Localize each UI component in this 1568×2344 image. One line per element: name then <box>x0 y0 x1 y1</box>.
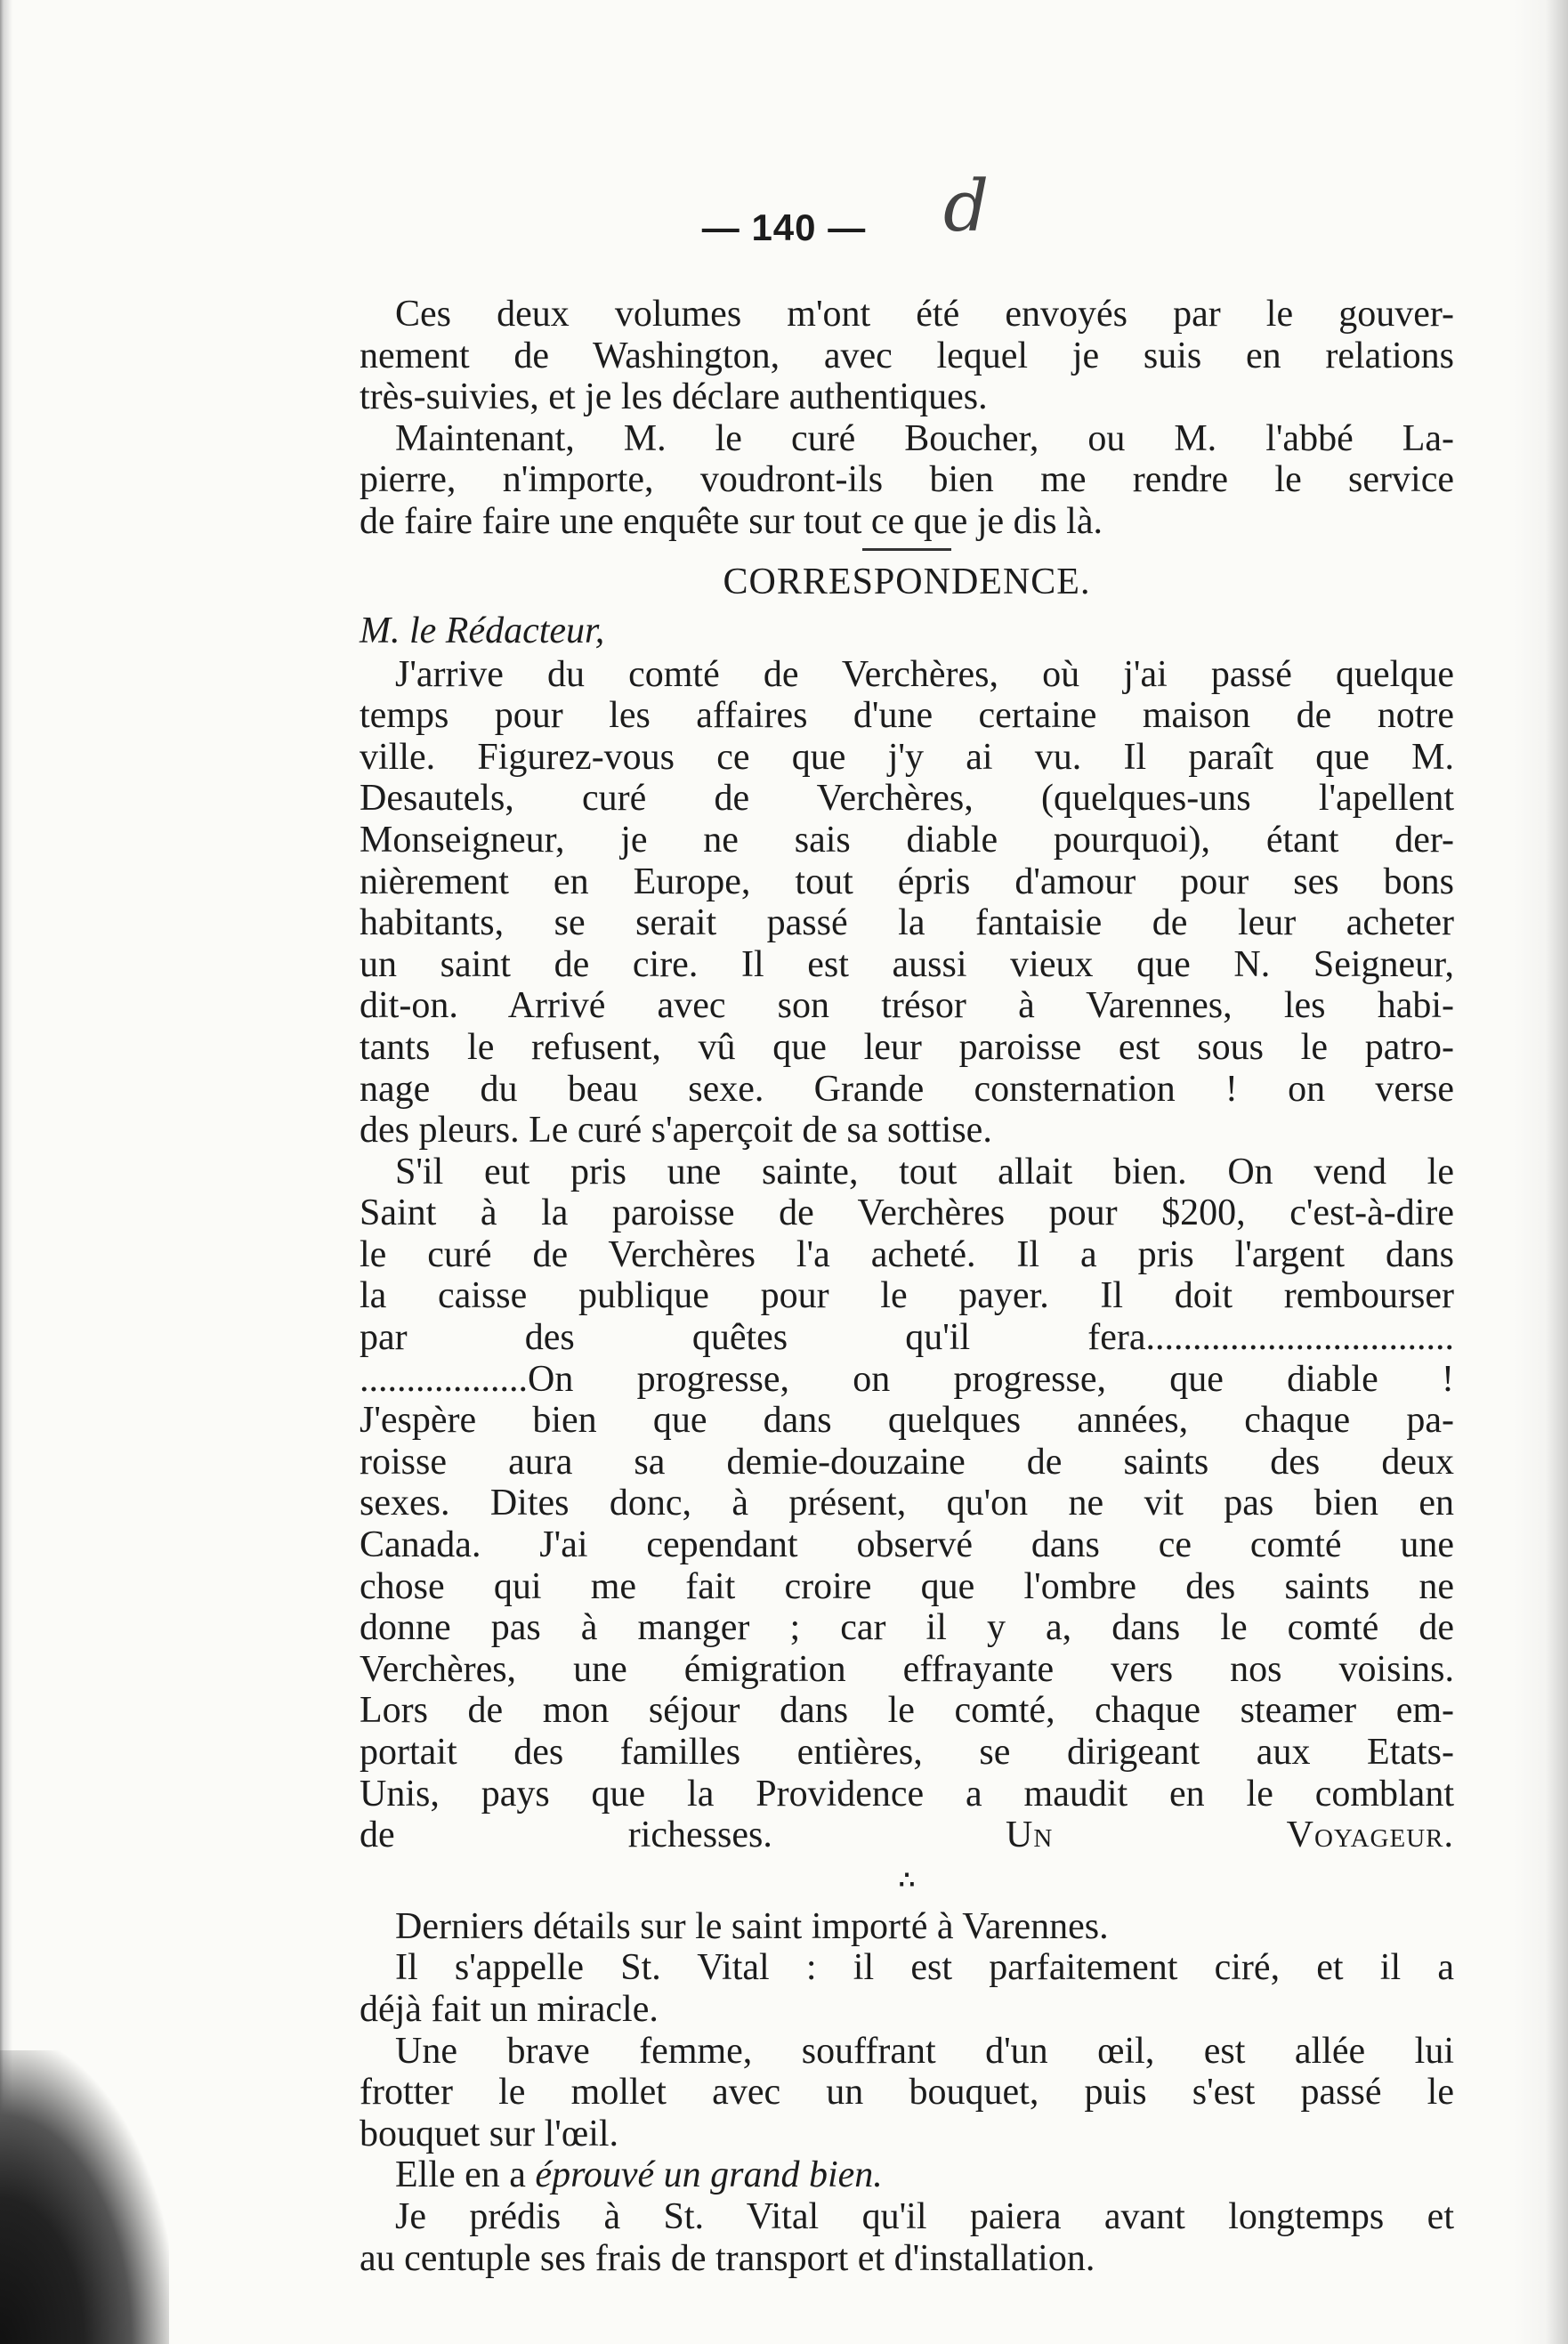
text-line: au centuple ses frais de transport et d'installation. <box>360 2237 1095 2279</box>
text-line: bouquet sur l'œil. <box>360 2113 619 2154</box>
text-line: nièrement en Europe, tout épris d'amour pour ses bons <box>360 861 1454 902</box>
text-line: la caisse publique pour le payer. Il doit rembourser <box>360 1275 1454 1317</box>
request-paragraph <box>360 418 1454 543</box>
page-left-edge <box>0 0 12 2344</box>
text-line: Verchères, une émigration effrayante vers nos voisins. <box>360 1648 1454 1690</box>
text-line: habitants, se serait passé la fantaisie de leur acheter <box>360 902 1454 944</box>
text-line: J'arrive du comté de Verchères, où j'ai passé quelque <box>395 653 1454 695</box>
text-line: S'il eut pris une sainte, tout allait bien. On vend le <box>395 1151 1454 1192</box>
text-line: Unis, pays que la Providence a maudit en le comblant <box>360 1773 1454 1815</box>
corner-shadow <box>0 2050 169 2344</box>
text-line: Ces deux volumes m'ont été envoyés par le gouver- <box>395 294 1454 335</box>
text-line: roisse aura sa demie-douzaine de saints des deux <box>360 1441 1454 1483</box>
text-line: portait des familles entières, se dirigeant aux Etats- <box>360 1732 1454 1773</box>
news-effect-italic: éprouvé un grand bien. <box>535 2154 883 2196</box>
text-line: Je prédis à St. Vital qu'il paiera avant longtemps et <box>395 2195 1454 2237</box>
text-line: ville. Figurez-vous ce que j'y ai vu. Il paraît que M. <box>360 736 1454 778</box>
text-line: de faire faire une enquête sur tout ce que je dis là. <box>360 500 1103 542</box>
text-line: Lors de mon séjour dans le comté, chaque steamer em- <box>360 1690 1454 1732</box>
news-section <box>360 1906 1454 2279</box>
text-line: J'espère bien que dans quelques années, chaque pa- <box>360 1400 1454 1442</box>
text-line: Saint à la paroisse de Verchères pour $200, c'est-à-dire <box>360 1192 1454 1234</box>
text-line: chose qui me fait croire que l'ombre des saints ne <box>360 1565 1454 1607</box>
salutation: M. le Rédacteur, <box>360 610 605 651</box>
text-line <box>360 2154 1454 2196</box>
text-line: sexes. Dites donc, à présent, qu'on ne vit pas bien en <box>360 1483 1454 1524</box>
text-line: ..................On progresse, on progresse, que diable ! <box>360 1358 1454 1400</box>
letter-paragraph-2 <box>360 1152 1454 1856</box>
text-line: temps pour les affaires d'une certaine maison de notre <box>360 695 1454 737</box>
text-line: tants le refusent, vû que leur paroisse est sous le patro- <box>360 1026 1454 1068</box>
text-line: Monseigneur, je ne sais diable pourquoi), étant der- <box>360 819 1454 861</box>
signature: Un Voyageur. <box>1005 1815 1454 1856</box>
text-line: des pleurs. Le curé s'aperçoit de sa sottise. <box>360 1110 992 1152</box>
text-line: déjà fait un miracle. <box>360 1988 659 2030</box>
news-effect-start: Elle en a <box>395 2154 536 2196</box>
page-body <box>360 294 1454 2279</box>
text-line: Canada. J'ai cependant observé dans ce comté une <box>360 1524 1454 1566</box>
text-line: par des quêtes qu'il fera................................. <box>360 1317 1454 1359</box>
text-line: Desautels, curé de Verchères, (quelques-uns l'apellent <box>360 778 1454 820</box>
text-line: Maintenant, M. le curé Boucher, ou M. l'abbé La- <box>395 417 1454 459</box>
intro-paragraph <box>360 294 1454 418</box>
text-line: donne pas à manger ; car il y a, dans le comté de <box>360 1607 1454 1649</box>
section-divider <box>862 548 951 551</box>
text-line: un saint de cire. Il est aussi vieux que N. Seigneur, <box>360 943 1454 985</box>
text-line: Il s'appelle St. Vital : il est parfaitement ciré, et il a <box>395 1947 1454 1989</box>
text-line: Une brave femme, souffrant d'un œil, est allée lui <box>395 2030 1454 2072</box>
page-number: — 140 — <box>701 206 867 248</box>
text-line: nage du beau sexe. Grande consternation ! on verse <box>360 1068 1454 1110</box>
text-line: le curé de Verchères l'a acheté. Il a pris l'argent dans <box>360 1233 1454 1275</box>
text-line: pierre, n'importe, voudront-ils bien me rendre le service <box>360 459 1454 501</box>
text-line: Derniers détails sur le saint importé à Varennes. <box>395 1905 1109 1947</box>
page-right-edge <box>1515 0 1568 2344</box>
text-line: nement de Washington, avec lequel je suis en relations <box>360 335 1454 376</box>
text-line: dit-on. Arrivé avec son trésor à Varennes, les habi- <box>360 985 1454 1027</box>
section-title: CORRESPONDENCE. <box>723 561 1091 602</box>
pencil-annotation: d <box>943 165 990 247</box>
letter-closing: de richesses. <box>360 1815 772 1856</box>
letter-paragraph-1 <box>360 654 1454 1152</box>
section-ornament: ∴ <box>899 1866 915 1895</box>
closing-line <box>360 1815 1454 1856</box>
text-line: frotter le mollet avec un bouquet, puis s'est passé le <box>360 2072 1454 2114</box>
text-line: très-suivies, et je les déclare authentiques. <box>360 376 988 418</box>
